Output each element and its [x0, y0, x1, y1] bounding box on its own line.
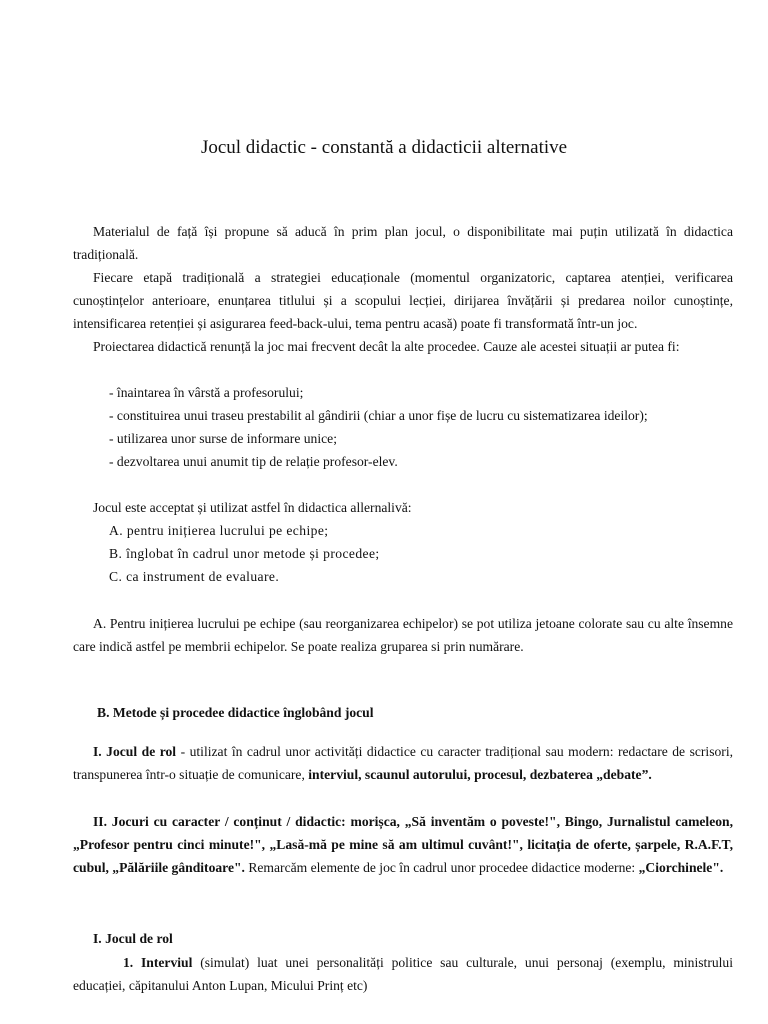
role-play-text: - utilizat în cadrul unor activități didactice cu caracter tradițional sau modern: redactare de scrisori, transpunerea într-o situație de comunicare,: [73, 744, 733, 782]
document-title: Jocul didactic - constantă a didacticii alternative: [200, 137, 568, 158]
interview-label: 1. Interviul: [123, 955, 193, 970]
section-b-heading: B. Metode și procedee didactice înglobând jocul: [97, 705, 374, 720]
cause-item: - constituirea unui traseu prestabilit al gândirii (chiar a unor fișe de lucru cu sistematizarea ideilor);: [109, 408, 648, 423]
cause-item: - dezvoltarea unui anumit tip de relație profesor-elev.: [109, 454, 398, 469]
role-play-label: I. Jocul de rol: [93, 744, 177, 759]
interview-paragraph: [73, 951, 733, 997]
strategy-paragraph: Fiecare etapă tradițională a strategiei educaționale (momentul organizatoric, captarea atenției, verificarea cunoștințelor anterioare, enunțarea titlului și a scopului lecției, dirijarea învățării și predarea noilor cunoștințe, intensificarea retenției și asigurarea feed-back-ului, tema pentru acasă) poate fi transformată într-un joc.: [73, 270, 733, 331]
uses-intro-paragraph: Jocul este acceptat și utilizat astfel în didactica allernalivă:: [93, 500, 412, 515]
interview-text: (simulat) luat unei personalități politice sau culturale, unui personaj (exemplu, ministrului educației, căpitanului Anton Lupan, Micului Prinț etc): [73, 955, 734, 993]
games-list: II. Jocuri cu caracter / conținut / didactic: morișca, „Să inventăm o poveste!", Bingo, Jurnalistul cameleon, „Profesor pentru cinci minute!", „Lasă-mă pe mine să am ultimul cuvânt!", licitația de oferte, șarpele, R.A.F.T, cubul, „Pălăriile gânditoare".: [73, 814, 733, 875]
games-text: Remarcăm elemente de joc în cadrul unor procedee didactice moderne:: [244, 860, 639, 875]
use-item: B. înglobat în cadrul unor metode și procedee;: [109, 546, 380, 561]
games-paragraph: [73, 810, 733, 879]
section-i-heading: I. Jocul de rol: [93, 931, 173, 946]
games-ciorchinele: „Ciorchinele".: [638, 860, 724, 875]
causes-intro-paragraph: Proiectarea didactică renunță la joc mai frecvent decât la alte procedee. Cauze ale acestei situații ar putea fi:: [93, 339, 680, 354]
cause-item: - înaintarea în vârstă a profesorului;: [109, 385, 304, 400]
role-play-methods: interviul, scaunul autorului, procesul, dezbaterea „debate”.: [308, 767, 652, 782]
intro-paragraph: Materialul de față își propune să aducă în prim plan jocul, o disponibilitate mai puțin utilizată în didactica tradițională.: [73, 224, 733, 262]
role-play-paragraph: [73, 740, 733, 786]
cause-item: - utilizarea unor surse de informare unice;: [109, 431, 337, 446]
teams-paragraph: A. Pentru inițierea lucrului pe echipe (sau reorganizarea echipelor) se pot utiliza jetoane colorate sau cu alte însemne care indică astfel pe membrii echipelor. Se poate realiza gruparea si prin numărare.: [73, 616, 733, 654]
use-item: C. ca instrument de evaluare.: [109, 569, 280, 584]
use-item: A. pentru inițierea lucrului pe echipe;: [109, 523, 329, 538]
